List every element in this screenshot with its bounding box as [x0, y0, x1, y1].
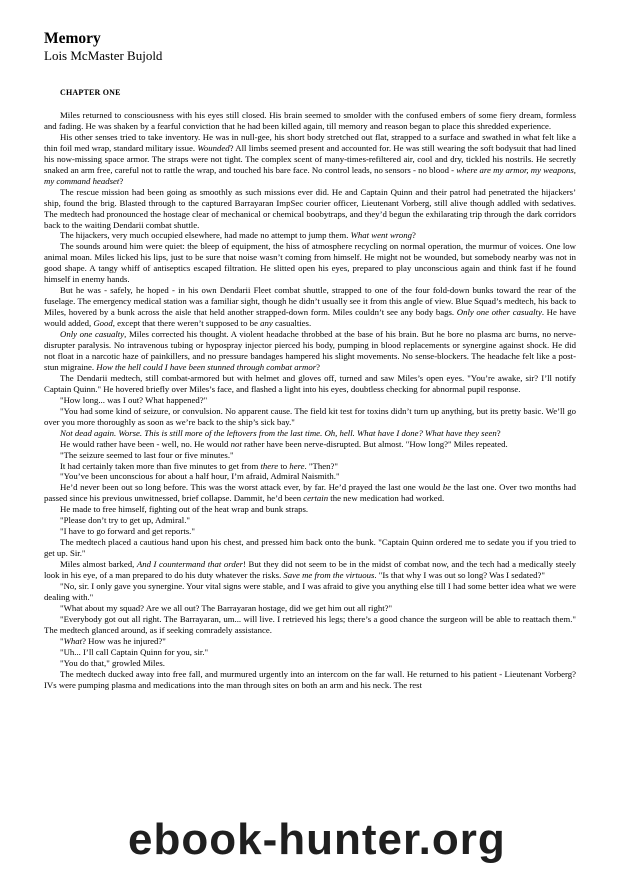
body-paragraph: "You had some kind of seizure, or convulsion. No apparent cause. The field kit test for toxins didn’t turn up anything, but its pretty basic. We’ll go over you more thoroughly as soon as we’re back to the ship’s sick bay." — [44, 405, 576, 427]
body-paragraph: "Please don’t try to get up, Admiral." — [60, 515, 190, 526]
body-paragraph: "You do that," growled Miles. — [60, 657, 165, 668]
body-paragraph: The Dendarii medtech, still combat-armored but with helmet and gloves off, turned and saw Miles’s open eyes. "You’re awake, sir? I’ll notify Captain Quinn." He hovered briefly over Miles’s face, and flashed a light into his eyes, doubtless checking for abnormal pupil response. — [44, 372, 576, 394]
body-paragraph: "Everybody got out all right. The Barrayaran, um... will live. I retrieved his legs; there’s a good chance the surgeon will be able to reattach them." The medtech glanced around, as if seeking comradely assistance. — [44, 613, 576, 635]
book-author: Lois McMaster Bujold — [44, 48, 163, 63]
body-paragraph: "What? How was he injured?" — [60, 635, 166, 646]
body-paragraph: He would rather have been - well, no. He would not rather have been nerve-disrupted. But almost. "How long?" Miles repeated. — [60, 438, 508, 449]
body-paragraph: The sounds around him were quiet: the bleep of equipment, the hiss of atmosphere recycling on normal operation, the murmur of voices. One low animal moan. Miles licked his lips, just to be sure that noise wasn’t coming from himself. He might not be wounded, but somebody nearby was not in good shape. A tangy whiff of antiseptics escaped filtration. He slitted open his eyes, prepared to play unconscious again and think fast if he found himself in enemy hands. — [44, 241, 576, 285]
body-paragraph: It had certainly taken more than five minutes to get from there to here. "Then?" — [60, 460, 338, 471]
body-paragraph: The hijackers, very much occupied elsewhere, had made no attempt to jump them. What went wrong? — [60, 230, 416, 241]
body-paragraph: "I have to go forward and get reports." — [60, 526, 195, 537]
body-paragraph: He made to free himself, fighting out of the heat wrap and bunk straps. — [60, 504, 309, 515]
body-paragraph: "You’ve been unconscious for about a half hour, I’m afraid, Admiral Naismith." — [60, 471, 340, 482]
body-paragraph: "Uh... I’ll call Captain Quinn for you, sir." — [60, 646, 209, 657]
body-paragraph: Not dead again. Worse. This is still more of the leftovers from the last time. Oh, hell. What have I done? What have they seen? — [60, 427, 501, 438]
body-paragraph: Only one casualty, Miles corrected his thought. A violent headache throbbed at the base of his brain. But he bore no plasma arc burns, no nerve-disrupter paralysis. No intravenous tubing or hypospray injector pierced his body, pumping in blood replacements or synergine against shock. He did not float in a narcotic haze of painkillers, and no pressure bandages hampered his slight movements. No sense-blockers. The headache felt like a post-stun migraine. How the hell could I have been stunned through combat armor? — [44, 329, 576, 372]
chapter-heading: CHAPTER ONE — [60, 88, 121, 97]
body-paragraph: Miles almost barked, And I countermand that order! But they did not seem to be in the midst of combat now, and the tech had a medically steely look in his eye, of a man prepared to do his duty whatever the risks. Save me from the virtuous. "Is that why I was out so long? Was I sedated?" — [44, 559, 576, 581]
body-paragraph: "What about my squad? Are we all out? The Barrayaran hostage, did we get him out all right?" — [60, 602, 393, 613]
site-watermark: ebook-hunter.org — [128, 815, 506, 864]
body-paragraph: "How long... was I out? What happened?" — [60, 394, 208, 405]
body-paragraph: "The seizure seemed to last four or five minutes." — [60, 449, 234, 460]
body-paragraph: He’d never been out so long before. This was the worst attack ever, by far. He’d prayed the last one would be the last one. Over two months had passed since his previous unwitnessed, brief collapse. Dammit, he’d been certain the new medication had worked. — [44, 482, 576, 504]
body-paragraph: "No, sir. I only gave you synergine. Your vital signs were stable, and I was afraid to give you anything else till I had some better idea what we were dealing with." — [44, 580, 576, 602]
body-paragraph: The medtech ducked away into free fall, and murmured urgently into an intercom on the far wall. He returned to his patient - Lieutenant Vorberg? IVs were pumping plasma and medications into the man through sites on both an arm and his neck. The rest — [44, 668, 576, 690]
body-paragraph: The medtech placed a cautious hand upon his chest, and pressed him back onto the bunk. "Captain Quinn ordered me to sedate you if you tried to get up. Sir." — [44, 537, 576, 559]
chapter-body — [44, 110, 576, 691]
body-paragraph: The rescue mission had been going as smoothly as such missions ever did. He and Captain Quinn and their patrol had penetrated the hijackers’ ship, found the brig. Blasted through to the captured Barrayaran ImpSec courier officer, Lieutenant Vorberg, still alive though addled with sedatives. The medtech had pronounced the hostage clear of mechanical or chemical boobytraps, and they’d begun the exhilarating trip through the dark corridors back to the waiting Dendarii combat shuttle. — [44, 186, 576, 230]
body-paragraph: But he was - safely, he hoped - in his own Dendarii Fleet combat shuttle, strapped to one of the four fold-down bunks toward the rear of the fuselage. The emergency medical station was a familiar sight, though he didn’t usually see it from this angle of view. Blue Squad’s medtech, his back to Miles, hovered by a bunk across the aisle that held another strapped-down form. Miles couldn’t see any body bags. Only one other casualty. He have would added, Good, except that there weren’t supposed to be any casualties. — [44, 285, 576, 329]
body-paragraph: Miles returned to consciousness with his eyes still closed. His brain seemed to smolder with the confused embers of some fiery dream, formless and fading. He was shaken by a fearful conviction that he had been killed again, till memory and reason began to place this shredded experience. — [44, 110, 576, 131]
body-paragraph: His other senses tried to take inventory. He was in null-gee, his short body stretched out flat, strapped to a surface and swathed in what felt like a thin foil med wrap, standard military issue. Wounded? All limbs seemed present and accounted for. He was still wearing the soft bodysuit that had lined his now-missing space armor. The straps were not tight. The complex scent of many-times-refiltered air, cool and dry, tickled his nostrils. He secretly snaked an arm free, careful not to rattle the wrap, and touched his bare face. No control leads, no sensors - no blood - where are my armor, my weapons, my command headset? — [44, 131, 576, 186]
book-title: Memory — [44, 30, 101, 47]
